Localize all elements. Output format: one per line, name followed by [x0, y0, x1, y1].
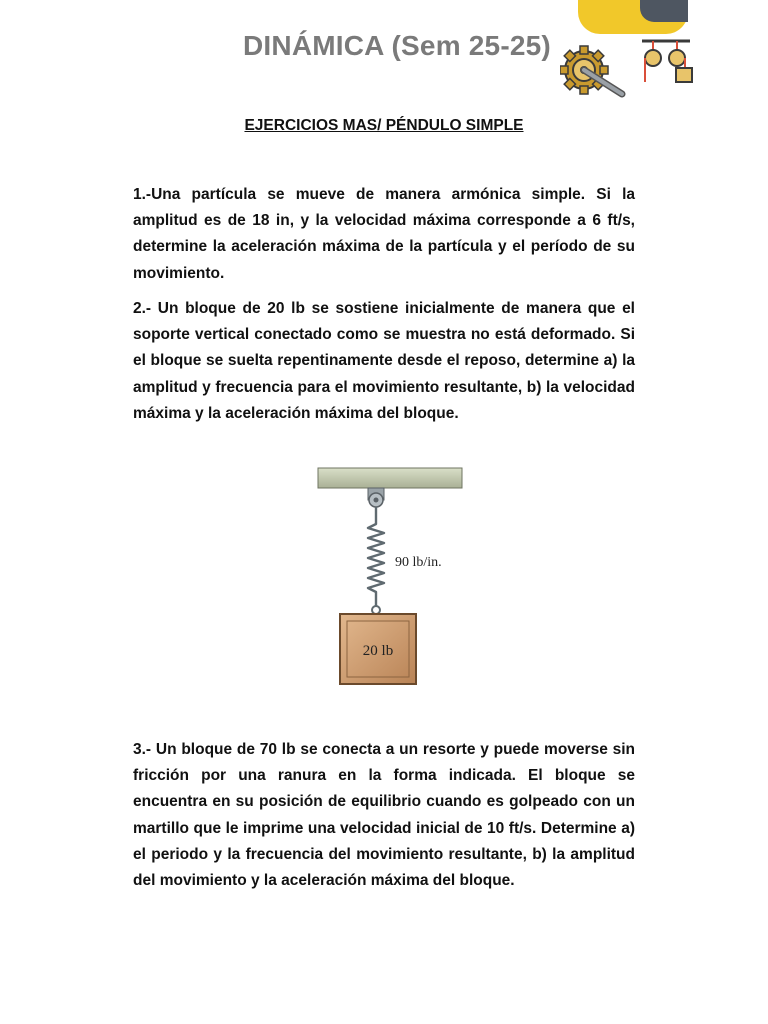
pulley-icon	[640, 38, 694, 86]
section-subtitle: EJERCICIOS MAS/ PÉNDULO SIMPLE	[244, 117, 524, 134]
spring-label: 90 lb/in.	[395, 555, 442, 570]
spring-block-figure	[300, 460, 480, 695]
problem-3: 3.- Un bloque de 70 lb se conecta a un resorte y puede moverse sin fricción por una ranura en la forma indicada. El bloque se encuentra en su posición de equilibrio cuando es golpeado con un martillo que le imprime una velocidad inicial de 10 ft/s. Determine a) el periodo y la frecuencia del movimiento resultante, b) la amplitud del movimiento y la aceleración máxima del bloque.	[133, 741, 635, 890]
spring	[368, 507, 384, 606]
problem-1: 1.-Una partícula se mueve de manera armónica simple. Si la amplitud es de 18 in, y la velocidad máxima corresponde a 6 ft/s, determine la aceleración máxima de la partícula y el período de su movimiento.	[133, 186, 635, 282]
support-beam	[318, 468, 462, 488]
problem-2: 2.- Un bloque de 20 lb se sostiene inicialmente de manera que el soporte vertical conectado como se muestra no está deformado. Si el bloque se suelta repentinamente desde el reposo, determine a) la amplitud y frecuencia para el movimiento resultante, b) la velocidad máxima y la aceleración máxima del bloque.	[133, 300, 635, 422]
page-title: DINÁMICA (Sem 25-25)	[243, 30, 551, 61]
gear-icon	[560, 38, 630, 98]
hook	[372, 606, 380, 614]
block-label: 20 lb	[362, 643, 394, 659]
header-accent-gray	[640, 0, 688, 22]
